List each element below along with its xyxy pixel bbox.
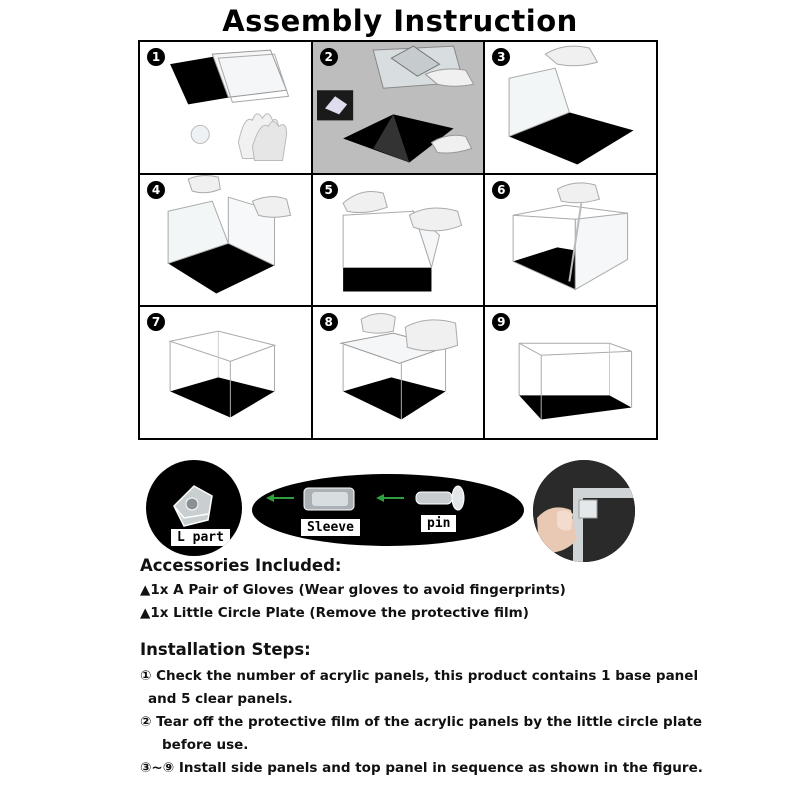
step-number: 5 [320, 181, 338, 199]
step-number: 2 [320, 48, 338, 66]
step-2-panel [313, 42, 484, 173]
sleeve-and-pin-icon [252, 474, 524, 546]
accessories-section [140, 556, 780, 625]
step-7-panel [140, 307, 311, 438]
l-part-photo [146, 460, 242, 556]
installation-step-2: ② Tear off the protective film of the acrylic panels by the little circle plate [140, 714, 703, 730]
step-8-panel [313, 307, 484, 438]
step-number: 7 [147, 313, 165, 331]
step-number: 8 [320, 313, 338, 331]
installation-step-1-cont: and 5 clear panels. [148, 691, 293, 707]
installation-section [140, 640, 780, 780]
installation-heading: Installation Steps: [140, 640, 311, 659]
fourth-side-panel-illustration [485, 175, 656, 306]
finished-box-illustration [485, 307, 656, 438]
page-title: Assembly Instruction [222, 4, 578, 38]
step-3-panel [485, 42, 656, 173]
installation-step-2-cont: before use. [162, 737, 249, 753]
step-1-panel [140, 42, 311, 173]
top-panel-illustration [313, 307, 484, 438]
panels-and-gloves-illustration [140, 42, 311, 173]
step-number: 4 [147, 181, 165, 199]
step-number: 1 [147, 48, 165, 66]
installation-step-1: ① Check the number of acrylic panels, this product contains 1 base panel [140, 668, 699, 684]
accessory-item: ▲1x Little Circle Plate (Remove the protective film) [140, 605, 529, 621]
step-9-panel [485, 307, 656, 438]
third-side-panel-illustration [313, 175, 484, 306]
step-6-panel [485, 175, 656, 306]
peel-film-illustration [313, 42, 484, 173]
accessory-parts-row [0, 456, 800, 556]
step-number: 9 [492, 313, 510, 331]
step-5-panel [313, 175, 484, 306]
accessories-heading: Accessories Included: [140, 556, 342, 575]
corner-connector-icon [533, 460, 635, 562]
step-number: 6 [492, 181, 510, 199]
sleeve-label: Sleeve [300, 518, 361, 537]
step-4-panel [140, 175, 311, 306]
first-side-panel-illustration [485, 42, 656, 173]
step-number: 3 [492, 48, 510, 66]
step-grid [138, 40, 658, 440]
accessory-item: ▲1x A Pair of Gloves (Wear gloves to avoid fingerprints) [140, 582, 566, 598]
corner-detail-photo [533, 460, 635, 562]
second-side-panel-illustration [140, 175, 311, 306]
open-box-illustration [140, 307, 311, 438]
installation-step-3: ③~⑨ Install side panels and top panel in sequence as shown in the figure. [140, 760, 703, 776]
pin-label: pin [420, 514, 457, 533]
sleeve-pin-photo [252, 474, 524, 546]
l-part-label: L part [170, 528, 231, 547]
